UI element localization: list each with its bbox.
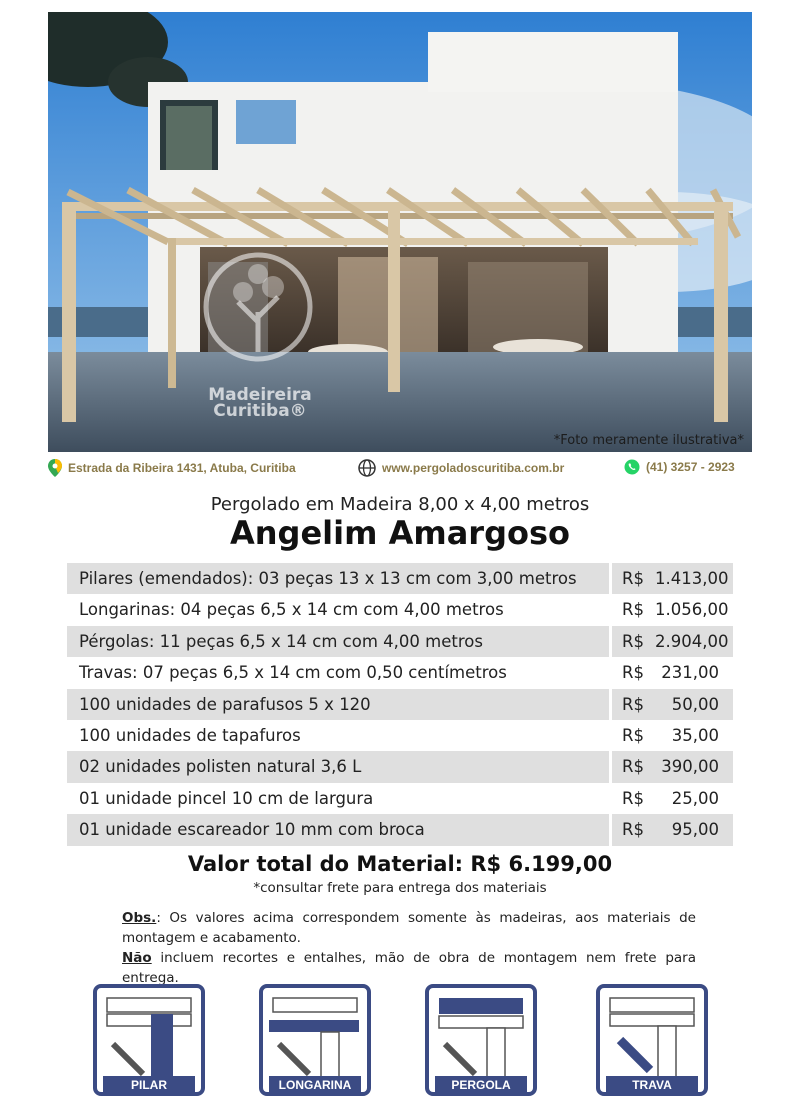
item-amount: 1.056,00 (655, 600, 729, 620)
item-amount: 2.904,00 (655, 626, 733, 657)
obs-text: : Os valores acima correspondem somente às madeiras, aos materiais de montagem e acabamento. (122, 910, 696, 946)
item-description: 01 unidade escareador 10 mm com broca (67, 814, 609, 845)
item-amount: 95,00 (655, 814, 733, 845)
nao-label: Não (122, 950, 152, 966)
product-title: Angelim Amargoso (230, 514, 570, 552)
item-description: Travas: 07 peças 6,5 x 14 cm com 0,50 centímetros (79, 663, 507, 683)
table-row (67, 563, 733, 594)
globe-icon (358, 459, 376, 477)
hero-photo (48, 12, 752, 452)
table-row (67, 626, 733, 657)
obs-label: Obs. (122, 910, 157, 926)
table-row (67, 720, 733, 751)
item-currency: R$ (609, 563, 655, 594)
observations (122, 908, 696, 988)
item-description: Longarinas: 04 peças 6,5 x 14 cm com 4,00 metros (79, 600, 504, 620)
table-row (67, 751, 733, 782)
obs-paragraph (122, 908, 696, 948)
item-currency: R$ (609, 783, 655, 814)
item-amount: 1.413,00 (655, 563, 733, 594)
materials-table (67, 563, 733, 846)
pergola-illustration (48, 12, 752, 452)
item-description: 01 unidade pincel 10 cm de largura (79, 788, 374, 808)
website[interactable] (358, 459, 564, 477)
photo-caption: *Foto meramente ilustrativa* (553, 433, 744, 448)
item-currency: R$ (609, 751, 655, 782)
table-row (67, 657, 733, 688)
item-description: 100 unidades de parafusos 5 x 120 (67, 689, 609, 720)
product-subtitle: Pergolado em Madeira 8,00 x 4,00 metros (210, 494, 590, 515)
item-description: Pérgolas: 11 peças 6,5 x 14 cm com 4,00 metros (67, 626, 609, 657)
item-amount: 231,00 (661, 663, 719, 683)
nao-text: incluem recortes e entalhes, mão de obra de montagem nem frete para entrega. (122, 950, 696, 986)
table-row (67, 689, 733, 720)
total-value: Valor total do Material: R$ 6.199,00 (187, 852, 613, 876)
diagram-longarina (259, 984, 371, 1096)
item-amount: 35,00 (671, 725, 719, 745)
item-amount: 25,00 (671, 788, 719, 808)
item-description: 02 unidades polisten natural 3,6 L (67, 751, 609, 782)
phone-text[interactable]: (41) 3257 - 2923 (646, 460, 735, 474)
item-currency: R$ (609, 657, 655, 688)
diagram-trava (596, 984, 708, 1096)
phone[interactable] (624, 459, 735, 475)
table-row (67, 783, 733, 814)
shipping-note: *consultar frete para entrega dos materiais (253, 880, 547, 896)
diagram-label-pilar: PILAR (103, 1076, 195, 1094)
item-amount: 390,00 (655, 751, 733, 782)
diagram-label-longarina: LONGARINA (269, 1076, 361, 1094)
item-description: Pilares (emendados): 03 peças 13 x 13 cm com 3,00 metros (67, 563, 609, 594)
contact-bar (48, 456, 752, 480)
diagram-label-trava: TRAVA (606, 1076, 698, 1094)
map-pin-icon (48, 459, 62, 477)
item-currency: R$ (609, 689, 655, 720)
table-row (67, 594, 733, 625)
item-currency: R$ (609, 594, 655, 625)
diagram-label-pergola: PERGOLA (435, 1076, 527, 1094)
diagram-pilar (93, 984, 205, 1096)
svg-text:Madeireira: Madeireira (208, 385, 312, 405)
table-row (67, 814, 733, 845)
item-currency: R$ (609, 814, 655, 845)
nao-paragraph (122, 948, 696, 988)
website-text[interactable]: www.pergoladoscuritiba.com.br (382, 461, 565, 475)
item-amount: 50,00 (655, 689, 733, 720)
item-currency: R$ (609, 626, 655, 657)
item-currency: R$ (609, 720, 655, 751)
item-description: 100 unidades de tapafuros (79, 725, 301, 745)
component-diagrams (0, 984, 800, 1100)
address (48, 459, 296, 477)
diagram-pergola (425, 984, 537, 1096)
svg-text:Curitiba®: Curitiba® (213, 401, 307, 421)
whatsapp-icon (624, 459, 640, 475)
address-text: Estrada da Ribeira 1431, Atuba, Curitiba (68, 461, 296, 475)
